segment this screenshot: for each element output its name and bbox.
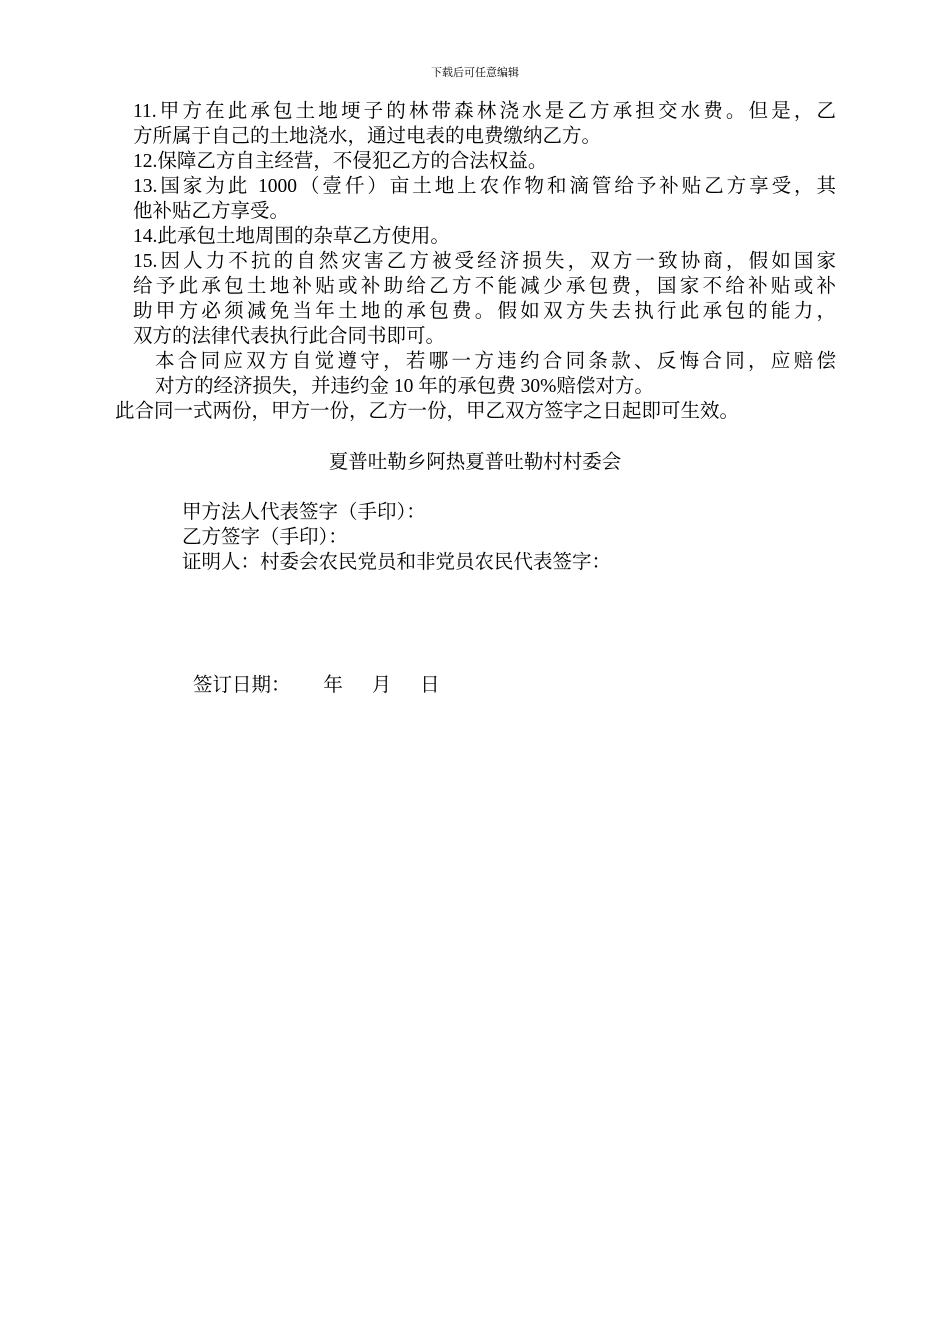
signing-date-label: 签订日期：: [193, 675, 291, 696]
clause-13-line-1: 13.国家为此 1000（壹仟）亩土地上农作物和滴管给予补贴乙方享受，其: [133, 176, 836, 197]
compliance-line-2: 对方的经济损失，并违约金 10 年的承包费 30%赔偿对方。: [155, 376, 654, 397]
signing-date-month: 月: [371, 675, 392, 696]
clause-13-line-2: 他补贴乙方享受。: [133, 201, 290, 222]
signing-date-year: 年: [323, 675, 343, 696]
party-a-signature: 甲方法人代表签字（手印）：: [182, 502, 426, 523]
party-name: 夏普吐勒乡阿热夏普吐勒村村委会: [328, 452, 622, 473]
clause-14-line-1: 14.此承包土地周围的杂草乙方使用。: [133, 226, 450, 247]
signing-date: [193, 673, 440, 698]
clause-15-line-1: 15.因人力不抗的自然灾害乙方被受经济损失，双方一致协商，假如国家: [133, 251, 836, 272]
clause-11-line-2: 方所属于自己的土地浇水，通过电表的电费缴纳乙方。: [133, 126, 602, 147]
clause-15-line-2: 给予此承包土地补贴或补助给乙方不能减少承包费，国家不给补贴或补: [133, 276, 836, 297]
compliance-line-1: 本合同应双方自觉遵守，若哪一方违约合同条款、反悔合同，应赔偿: [155, 351, 836, 372]
clause-15-line-3: 助甲方必须减免当年土地的承包费。假如双方失去执行此承包的能力，: [133, 301, 836, 322]
clause-11-line-1: 11.甲方在此承包土地埂子的林带森林浇水是乙方承担交水费。但是，乙: [133, 101, 836, 122]
witness-signature: 证明人：村委会农民党员和非党员农民代表签字：: [182, 552, 612, 573]
clause-12-line-1: 12.保障乙方自主经营，不侵犯乙方的合法权益。: [133, 151, 548, 172]
party-b-signature: 乙方签字（手印）：: [182, 527, 348, 548]
clause-15-line-4: 双方的法律代表执行此合同书即可。: [133, 326, 446, 347]
signing-date-day: 日: [420, 675, 440, 696]
header-note: 下载后可任意编辑: [431, 67, 519, 79]
validity-statement: 此合同一式两份，甲方一份，乙方一份，甲乙双方签字之日起即可生效。: [115, 401, 740, 422]
